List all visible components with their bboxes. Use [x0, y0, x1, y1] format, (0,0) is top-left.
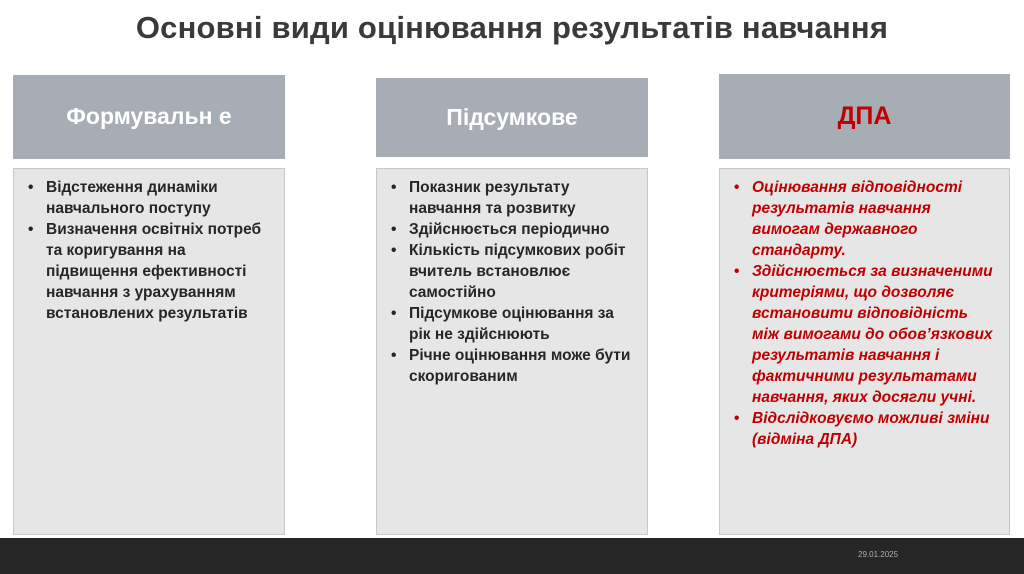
list-item: • Кількість підсумкових робіт вчитель встановлює самостійно — [387, 240, 639, 303]
dpa-list — [730, 177, 995, 450]
list-item: • Відслідковуємо можливі зміни (відміна ДПА) — [730, 408, 995, 450]
header-dpa — [719, 74, 1010, 159]
list-item: • Показник результату навчання та розвитку — [387, 177, 639, 219]
list-item: • Здійснюється за визначеними критеріями, що дозволяє встановити відповідність між вимогами до обов’язкових результатів навчання і фактичними результатами навчання, яких досягли учні. — [730, 261, 995, 408]
list-item: • Річне оцінювання може бути скоригованим — [387, 345, 639, 387]
formative-list — [24, 177, 274, 324]
slide-title: Основні види оцінювання результатів навчання — [135, 10, 889, 45]
header-summative-label: Підсумкове — [446, 103, 578, 130]
header-summative — [376, 78, 648, 157]
summative-list — [387, 177, 639, 387]
list-item: • Підсумкове оцінювання за рік не здійснюють — [387, 303, 639, 345]
panel-summative — [376, 168, 648, 535]
list-item: • Здійснюється періодично — [387, 219, 639, 240]
footer-date: 29.01.2025 — [858, 550, 899, 559]
header-formative — [13, 75, 285, 159]
list-item: • Оцінювання відповідності результатів навчання вимогам державного стандарту. — [730, 177, 995, 261]
header-formative-label: Формувальн е — [66, 103, 232, 130]
list-item: • Відстеження динаміки навчального поступу — [24, 177, 274, 219]
header-dpa-label: ДПА — [837, 102, 892, 131]
panel-formative — [13, 168, 285, 535]
panel-dpa — [719, 168, 1010, 535]
list-item: • Визначення освітніх потреб та коригування на підвищення ефективності навчання з урахуванням встановлених результатів — [24, 219, 274, 324]
